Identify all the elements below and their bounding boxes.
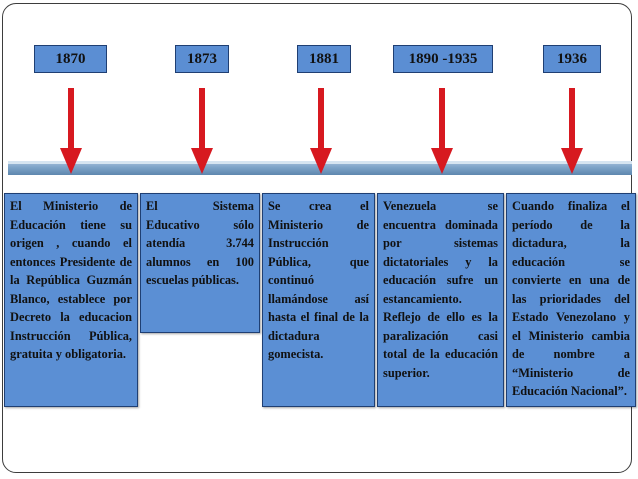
event-box-1870: El Ministerio de Educación tiene su origen , cuando el entonces Presidente de la República Guzmán Blanco, establece por Decreto la educacion Instrucción Pública, gratuita y obligatoria. [4, 193, 138, 407]
arrow-down-icon [561, 88, 583, 174]
event-box-1890-1935: Venezuela se encuentra dominada por sistemas dictatoriales y la educación sufre un estancamiento. Reflejo de ello es la paralización casi total de la educación superior. [377, 193, 504, 407]
year-label-1873: 1873 [175, 45, 229, 73]
event-box-1936: Cuando finaliza el período de la dictadura, la educación se convierte en una de las prioridades del Estado Venezolano y el Ministerio cambia de nombre a “Ministerio de Educación Nacional”. [506, 193, 636, 407]
arrow-down-icon [60, 88, 82, 174]
year-label-1870: 1870 [34, 45, 107, 73]
event-box-1881: Se crea el Ministerio de Instrucción Pública, que continuó llamándose así hasta el final de la dictadura gomecista. [262, 193, 375, 407]
year-label-1890-1935: 1890 -1935 [393, 45, 493, 73]
event-box-1873: El Sistema Educativo sólo atendía 3.744 alumnos en 100 escuelas públicas. [140, 193, 260, 333]
arrow-down-icon [431, 88, 453, 174]
year-label-1881: 1881 [297, 45, 351, 73]
year-label-1936: 1936 [543, 45, 601, 73]
arrow-down-icon [191, 88, 213, 174]
arrow-down-icon [310, 88, 332, 174]
